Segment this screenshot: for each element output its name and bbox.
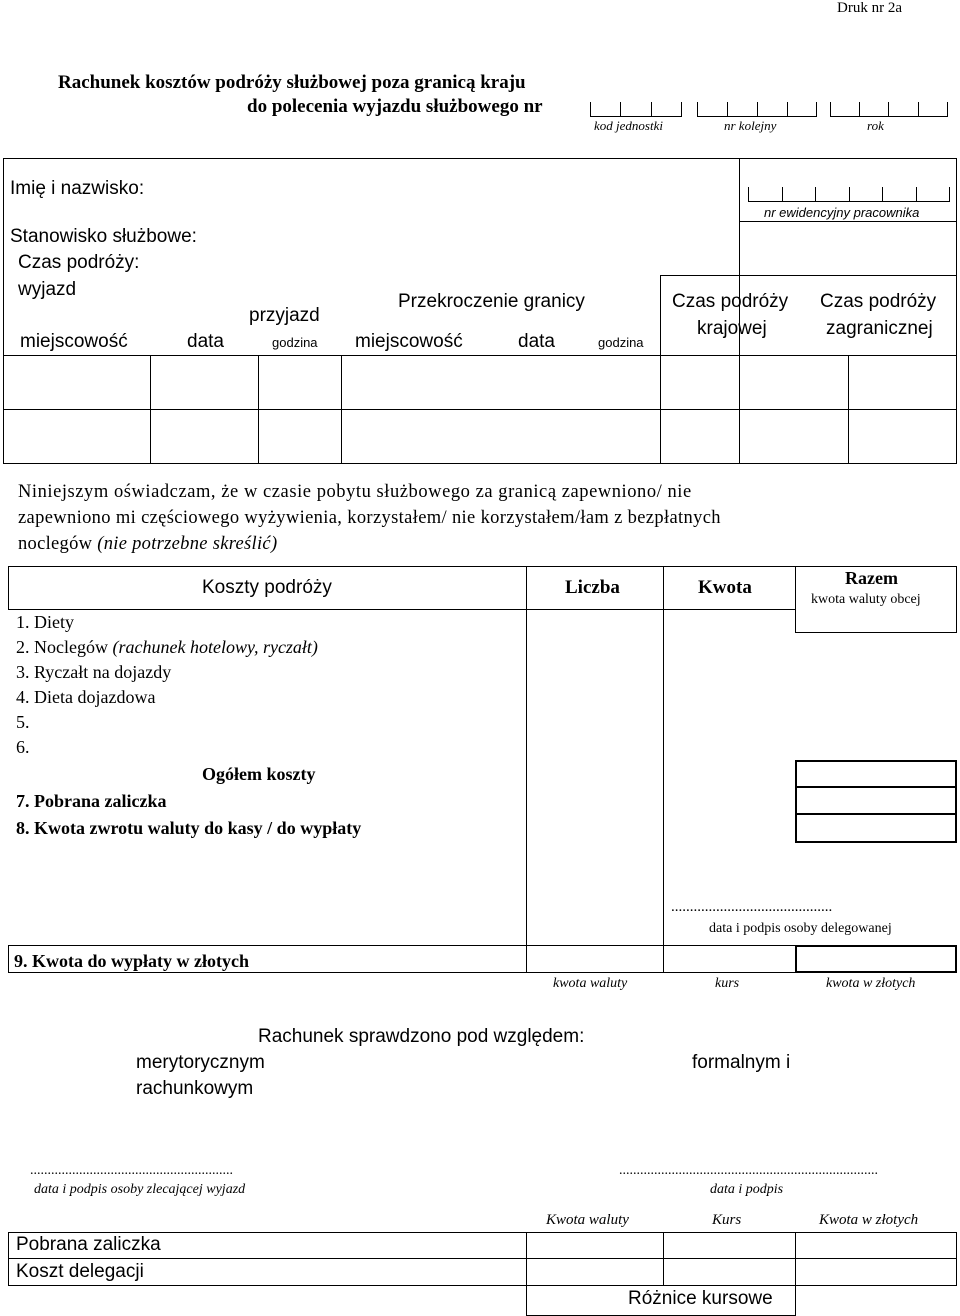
kurs-caption: kurs <box>715 976 740 991</box>
rok-field[interactable] <box>830 103 948 117</box>
declaration-line3 <box>18 534 277 555</box>
data-podpis-dots: .......................................................................... <box>619 1163 878 1178</box>
miejscowosc-granica-header: miejscowość <box>355 331 463 352</box>
declaration-line2: zapewniono mi częściowego wyżywienia, korzystałem/ nie korzystałem/łam z bezpłatnych <box>18 508 721 528</box>
kwota-wyplaty-left-line <box>8 945 9 973</box>
sprawdzono-label: Rachunek sprawdzono pod względem: <box>258 1026 585 1047</box>
koszty-podrozy-header: Koszty podróży <box>202 577 332 598</box>
nr-ewidencyjny-field[interactable] <box>748 188 950 202</box>
kwota-waluty-obcej-header: kwota waluty obcej <box>811 592 921 607</box>
godzina-wyjazd-header: godzina <box>272 335 318 350</box>
imie-nazwisko-label: Imię i nazwisko: <box>10 178 145 199</box>
kwota-zwrotu-field[interactable] <box>795 815 957 843</box>
footer-roznice-kursowe: Różnice kursowe <box>628 1288 773 1309</box>
przyjazd-label: przyjazd <box>249 305 320 326</box>
kwota-waluty-caption: kwota waluty <box>553 976 628 991</box>
rok-label: rok <box>867 118 884 133</box>
razem-header: Razem <box>845 568 898 588</box>
czas-zagranicznej-label-2: zagranicznej <box>826 318 933 339</box>
podpis-zlecajacej-label: data i podpis osoby zlecającej wyjazd <box>34 1182 246 1197</box>
kod-jednostki-label: kod jednostki <box>594 118 663 133</box>
footer-koszt-delegacji: Koszt delegacji <box>16 1261 144 1282</box>
ogolem-koszty-label: Ogółem koszty <box>202 764 316 784</box>
nr-ewidencyjny-label: nr ewidencyjny pracownika <box>764 205 920 220</box>
kwota-zwrotu-label: 8. Kwota zwrotu waluty do kasy / do wypłaty <box>16 818 362 838</box>
pobrana-zaliczka-field[interactable] <box>795 788 957 815</box>
podpis-zlecajacej-dots: .......................................................... <box>30 1163 233 1178</box>
kwota-w-zlotych-field[interactable] <box>795 945 957 973</box>
merytorycznym-label: merytorycznym <box>136 1052 265 1073</box>
form-number: Druk nr 2a <box>837 0 902 16</box>
nr-kolejny-field[interactable] <box>697 103 817 117</box>
rachunkowym-label: rachunkowym <box>136 1078 254 1099</box>
nr-kolejny-label: nr kolejny <box>724 118 777 133</box>
kwota-w-zlotych-caption: kwota w złotych <box>826 976 916 991</box>
footer-kurs-header: Kurs <box>712 1212 742 1228</box>
footer-kwota-w-zlotych-header: Kwota w złotych <box>819 1212 919 1228</box>
ogolem-razem-field[interactable] <box>795 760 957 788</box>
cost-item-noclegi-note: (rachunek hotelowy, ryczałt) <box>112 637 318 657</box>
form-title-line2: do polecenia wyjazdu służbowego nr <box>247 96 543 117</box>
przekroczenie-granicy-label: Przekroczenie granicy <box>398 291 585 312</box>
kwota-header: Kwota <box>698 577 752 598</box>
kwota-do-wyplaty-label: 9. Kwota do wypłaty w złotych <box>14 951 249 971</box>
cost-item-noclegi-label: 2. Noclegów <box>16 637 113 657</box>
godzina-granica-header: godzina <box>598 335 644 350</box>
cost-item-diety: 1. Diety <box>16 612 74 632</box>
czas-krajowej-label-1: Czas podróży <box>672 291 789 312</box>
liczba-header: Liczba <box>565 577 620 598</box>
kwota-wyplaty-bottom-line <box>8 972 795 973</box>
cost-item-5: 5. <box>16 712 30 732</box>
formalnym-label: formalnym i <box>692 1052 791 1073</box>
czas-zagranicznej-label-1: Czas podróży <box>820 291 937 312</box>
stanowisko-label: Stanowisko służbowe: <box>10 226 197 247</box>
footer-kwota-waluty-header: Kwota waluty <box>546 1212 629 1228</box>
wyjazd-label: wyjazd <box>18 279 77 300</box>
podpis-delegowanej-label: data i podpis osoby delegowanej <box>709 921 892 936</box>
declaration-line1: Niniejszym oświadczam, że w czasie pobytu służbowego za granicą zapewniono/ nie <box>18 482 692 502</box>
pobrana-zaliczka-label: 7. Pobrana zaliczka <box>16 791 167 811</box>
czas-krajowej-label-2: krajowej <box>697 318 767 339</box>
czas-podrozy-label: Czas podróży: <box>18 252 140 273</box>
miejscowosc-wyjazd-header: miejscowość <box>20 331 128 352</box>
podpis-delegowanej-dots: ........................................... <box>671 899 833 915</box>
declaration-note: (nie potrzebne skreślić) <box>97 534 278 554</box>
data-podpis-label: data i podpis <box>710 1182 784 1197</box>
cost-item-ryczalt: 3. Ryczałt na dojazdy <box>16 662 172 682</box>
declaration-noclegow: noclegów <box>18 534 98 554</box>
kod-jednostki-field[interactable] <box>590 103 682 117</box>
cost-item-6: 6. <box>16 737 30 757</box>
cost-item-noclegi <box>16 637 318 658</box>
data-wyjazd-header: data <box>187 331 224 352</box>
cost-item-dieta-dojazdowa: 4. Dieta dojazdowa <box>16 687 156 707</box>
data-granica-header: data <box>518 331 555 352</box>
form-title-line1: Rachunek kosztów podróży służbowej poza granicą kraju <box>58 72 526 93</box>
footer-pobrana-zaliczka: Pobrana zaliczka <box>16 1234 161 1255</box>
